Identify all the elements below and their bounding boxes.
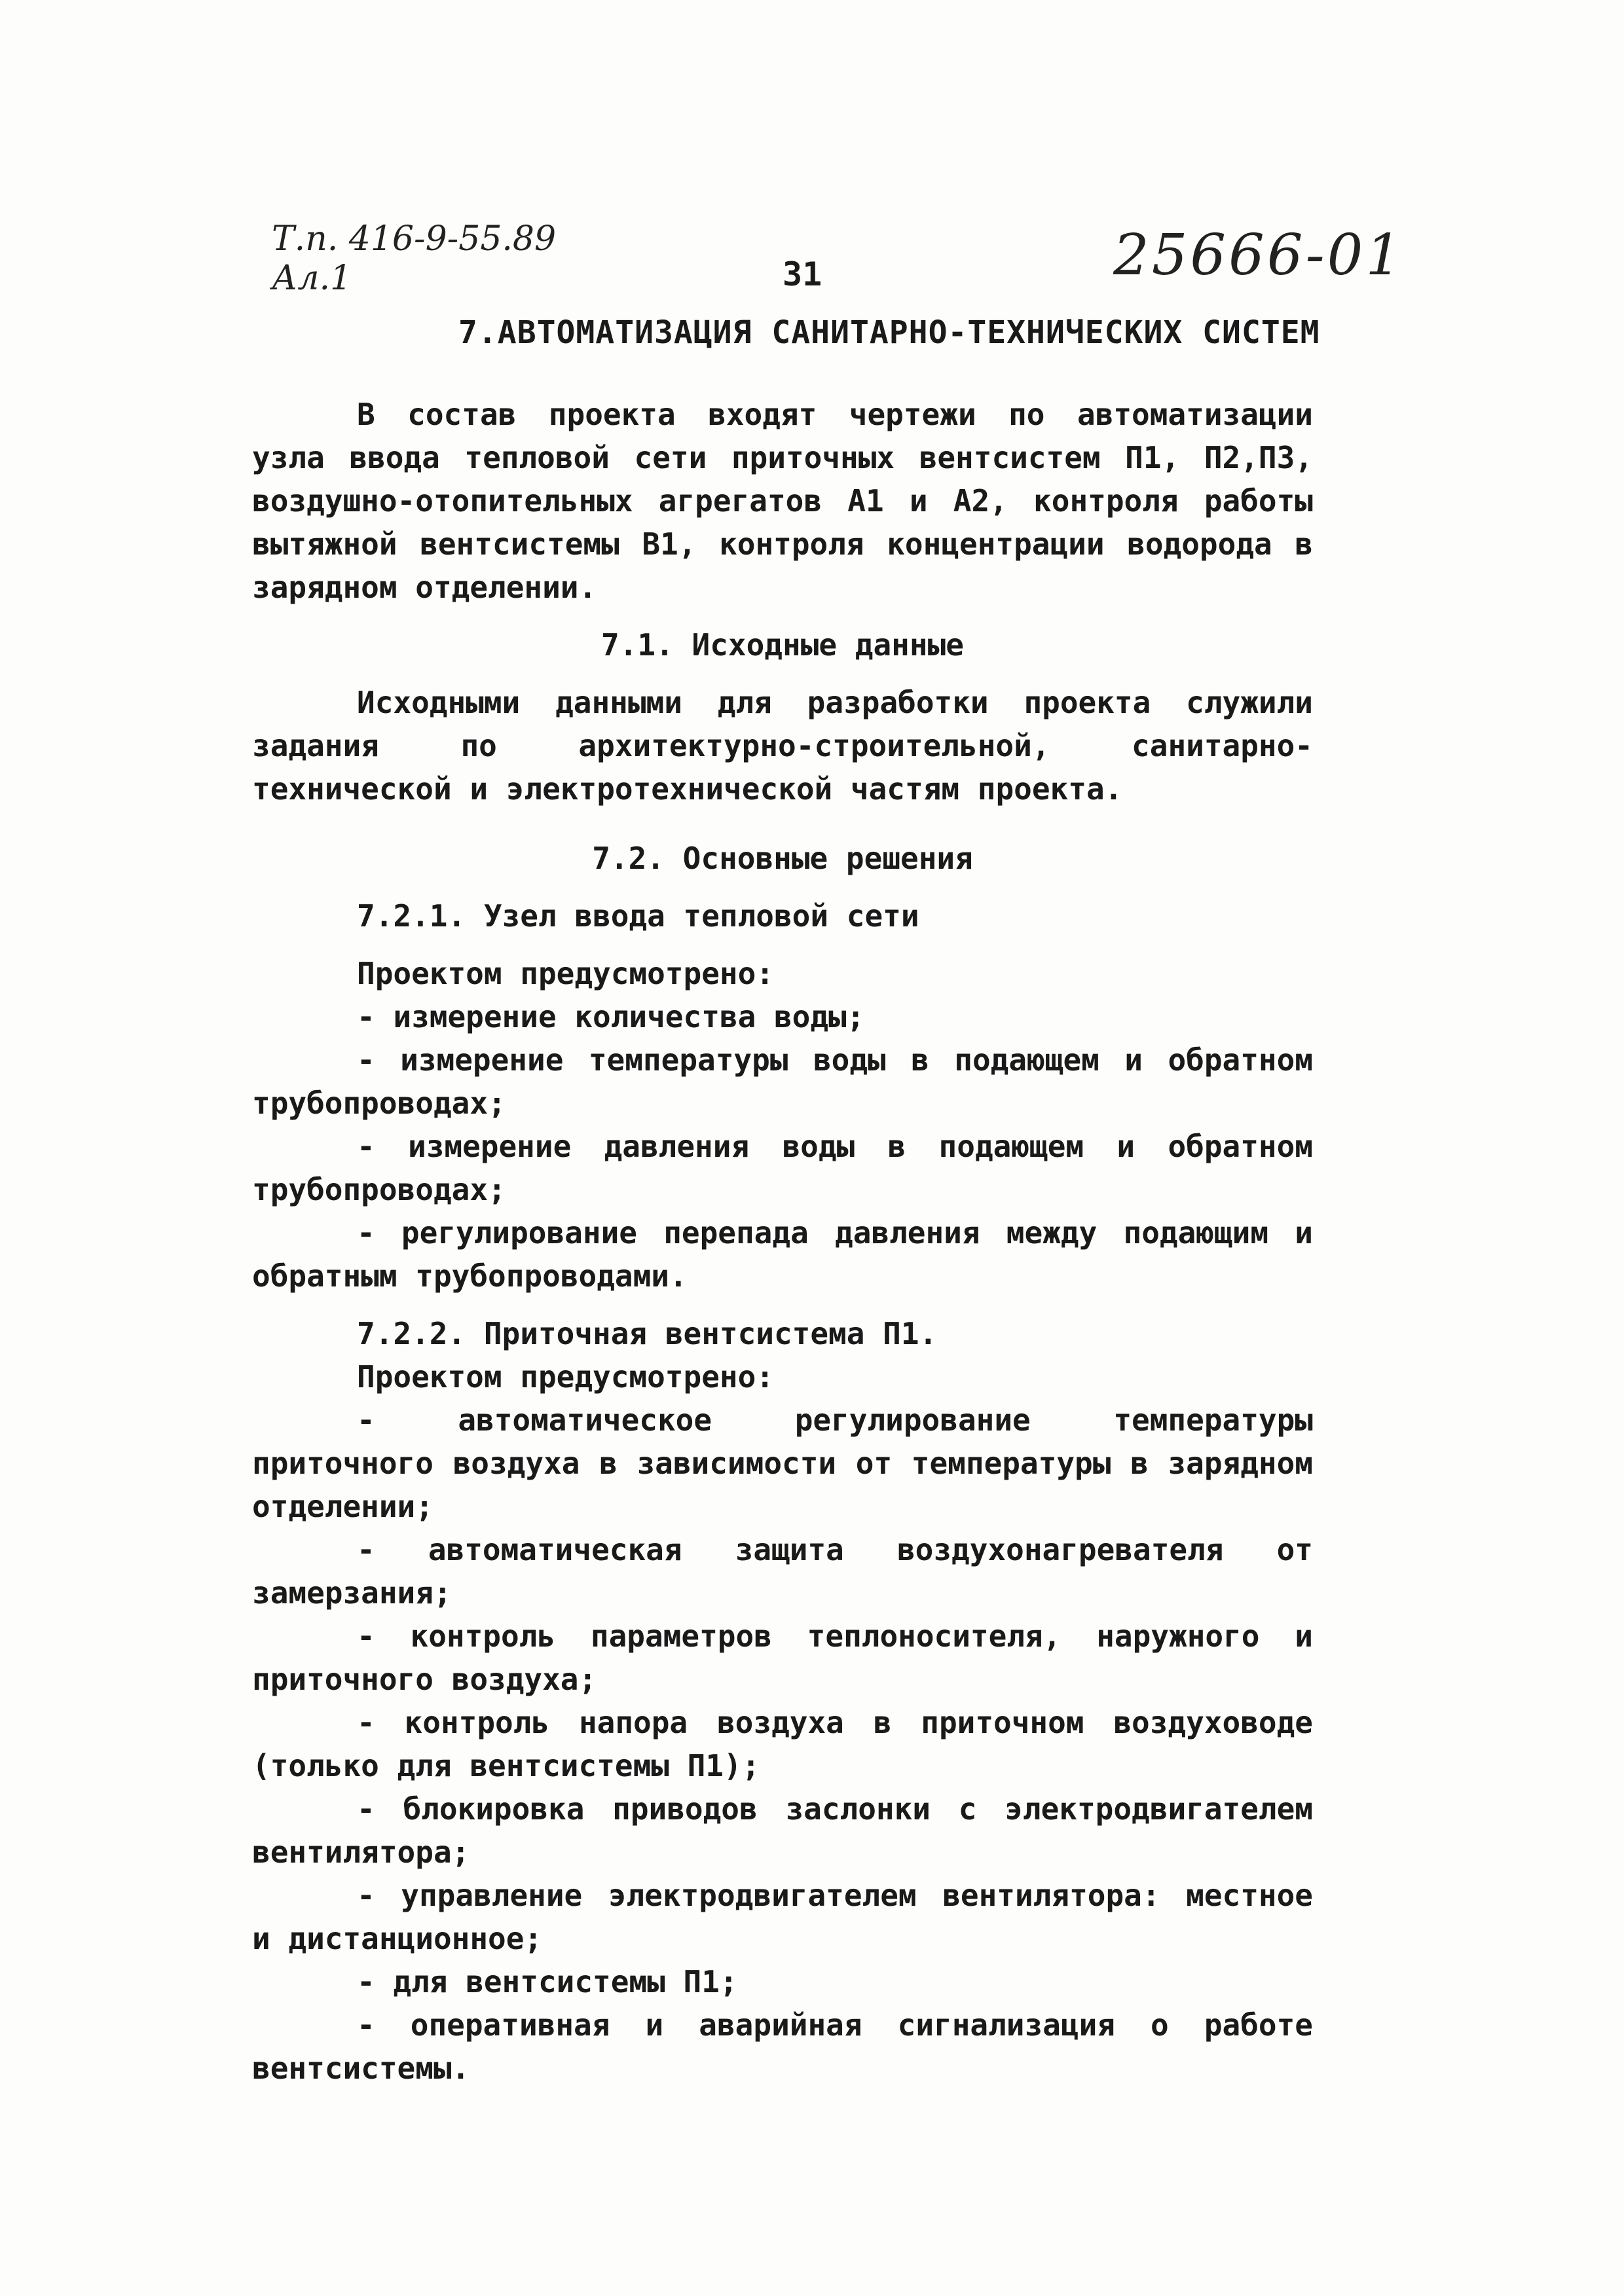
- list-item: - блокировка приводов заслонки с электродвигателем вентилятора;: [252, 1791, 1313, 1870]
- provision-lead: Проектом предусмотрено:: [357, 1359, 774, 1394]
- document-code: Т.п. 416-9-55.89: [272, 219, 557, 259]
- list-item: - измерение давления воды в подающем и обратном трубопроводах;: [252, 1129, 1313, 1207]
- document-body: [252, 393, 1313, 2090]
- provision-lead: Проектом предусмотрено:: [357, 956, 774, 991]
- list-item: - измерение количества воды;: [357, 999, 865, 1034]
- list-item: - контроль напора воздуха в приточном воздуховоде (только для вентсистемы П1);: [252, 1705, 1313, 1783]
- section-heading-7-2: 7.2. Основные решения: [592, 841, 973, 876]
- section-heading-7-1: 7.1. Исходные данные: [601, 627, 964, 663]
- intro-paragraph: В состав проекта входят чертежи по автоматизации узла ввода тепловой сети приточных вентсистем П1, П2,П3, воздушно-отопительных агрегатов А1 и А2, контроля работы вытяжной вентсистемы В1, контроля концентрации водорода в зарядном отделении.: [252, 397, 1313, 605]
- list-item: - управление электродвигателем вентилятора: местное и дистанционное;: [252, 1878, 1313, 1956]
- list-item: - автоматическое регулирование температуры приточного воздуха в зависимости от температуры в зарядном отделении;: [252, 1402, 1313, 1524]
- page-title: 7.АВТОМАТИЗАЦИЯ САНИТАРНО-ТЕХНИЧЕСКИХ СИСТЕМ: [458, 314, 1320, 351]
- album-number: Ал.1: [272, 259, 352, 298]
- list-item: - оперативная и аварийная сигнализация о работе вентсистемы.: [252, 2007, 1313, 2086]
- section-heading-7-2-1: 7.2.1. Узел ввода тепловой сети: [357, 898, 919, 934]
- list-item: - автоматическая защита воздухонагревателя от замерзания;: [252, 1532, 1313, 1611]
- list-item: - измерение температуры воды в подающем и обратном трубопроводах;: [252, 1042, 1313, 1121]
- source-data-paragraph: Исходными данными для разработки проекта служили задания по архитектурно-строительной, санитарно-технической и электротехнической частям проекта.: [252, 685, 1313, 807]
- inventory-number: 25666-01: [1113, 223, 1405, 288]
- list-item: - регулирование перепада давления между подающим и обратным трубопроводами.: [252, 1215, 1313, 1294]
- list-item: - для вентсистемы П1;: [357, 1964, 738, 1999]
- list-item: - контроль параметров теплоносителя, наружного и приточного воздуха;: [252, 1618, 1313, 1697]
- section-heading-7-2-2: 7.2.2. Приточная вентсистема П1.: [357, 1316, 938, 1351]
- page-number: 31: [783, 255, 822, 293]
